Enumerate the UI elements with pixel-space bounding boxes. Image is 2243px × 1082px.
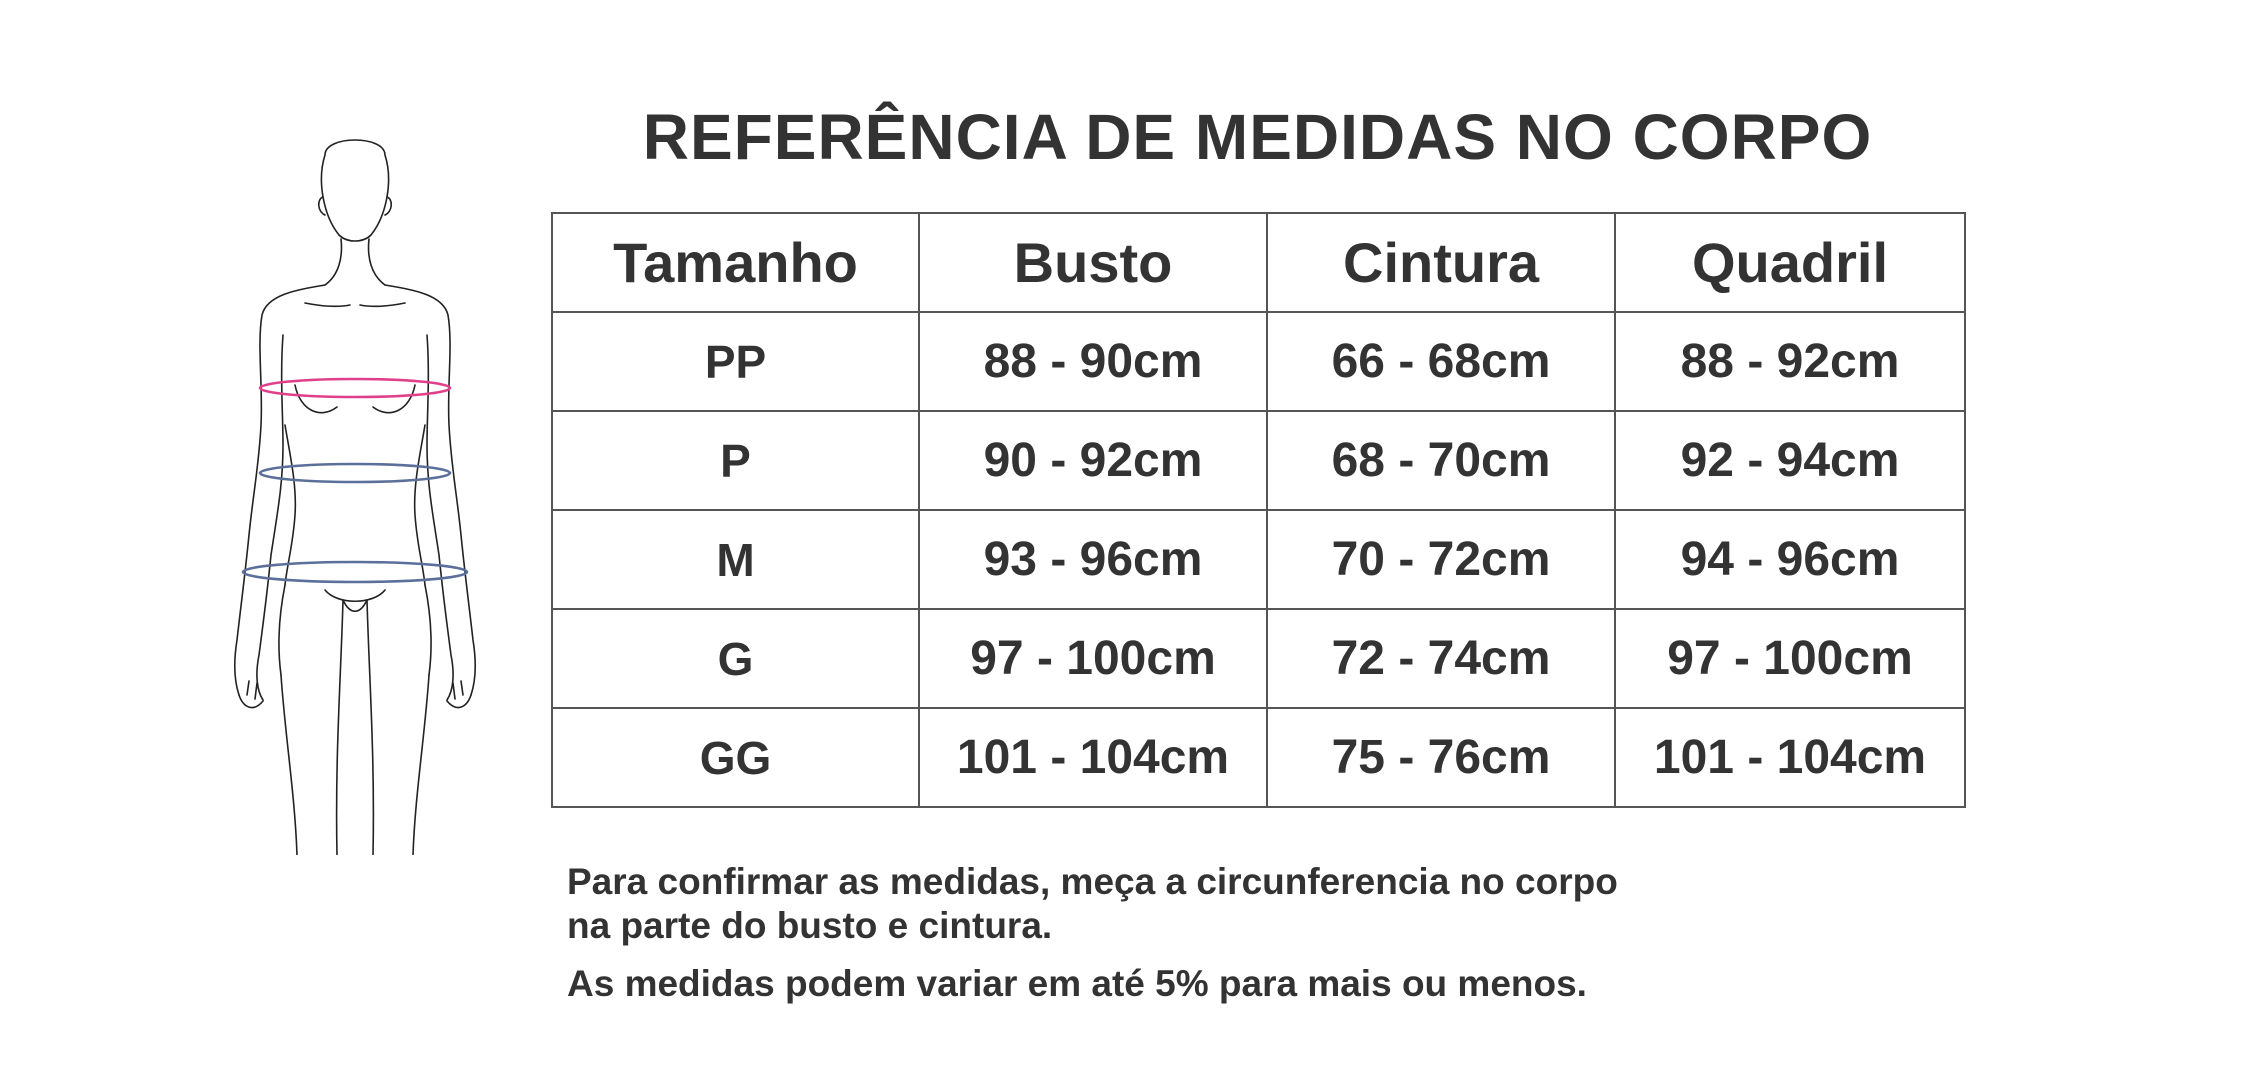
measurement-notes — [567, 860, 1667, 1006]
cintura-cell: 70 - 72cm — [1267, 510, 1615, 609]
size-chart-table — [551, 212, 1966, 808]
table-header-row — [552, 213, 1965, 312]
cintura-cell: 68 - 70cm — [1267, 411, 1615, 510]
bust-ring — [260, 379, 450, 397]
size-cell: PP — [552, 312, 919, 411]
table-row — [552, 411, 1965, 510]
figure-head — [321, 140, 388, 241]
busto-cell: 88 - 90cm — [919, 312, 1267, 411]
hip-ring — [243, 562, 467, 582]
body-measurement-figure — [225, 135, 485, 855]
note-line-3: As medidas podem variar em até 5% para mais ou menos. — [567, 963, 1587, 1004]
waist-ring — [260, 464, 450, 482]
header-busto: Busto — [919, 213, 1267, 312]
busto-cell: 97 - 100cm — [919, 609, 1267, 708]
busto-cell: 90 - 92cm — [919, 411, 1267, 510]
cintura-cell: 72 - 74cm — [1267, 609, 1615, 708]
page-title: REFERÊNCIA DE MEDIDAS NO CORPO — [642, 101, 1873, 173]
size-cell: M — [552, 510, 919, 609]
table-row — [552, 708, 1965, 807]
table-row — [552, 510, 1965, 609]
busto-cell: 93 - 96cm — [919, 510, 1267, 609]
size-cell: P — [552, 411, 919, 510]
header-quadril: Quadril — [1615, 213, 1965, 312]
quadril-cell: 88 - 92cm — [1615, 312, 1965, 411]
note-line-1: Para confirmar as medidas, meça a circunferencia no corpo — [567, 861, 1618, 902]
quadril-cell: 94 - 96cm — [1615, 510, 1965, 609]
busto-cell: 101 - 104cm — [919, 708, 1267, 807]
note-line-2: na parte do busto e cintura. — [567, 905, 1053, 946]
quadril-cell: 92 - 94cm — [1615, 411, 1965, 510]
quadril-cell: 97 - 100cm — [1615, 609, 1965, 708]
size-cell: GG — [552, 708, 919, 807]
header-cintura: Cintura — [1267, 213, 1615, 312]
cintura-cell: 66 - 68cm — [1267, 312, 1615, 411]
cintura-cell: 75 - 76cm — [1267, 708, 1615, 807]
size-cell: G — [552, 609, 919, 708]
header-tamanho: Tamanho — [552, 213, 919, 312]
table-row — [552, 609, 1965, 708]
quadril-cell: 101 - 104cm — [1615, 708, 1965, 807]
table-row — [552, 312, 1965, 411]
